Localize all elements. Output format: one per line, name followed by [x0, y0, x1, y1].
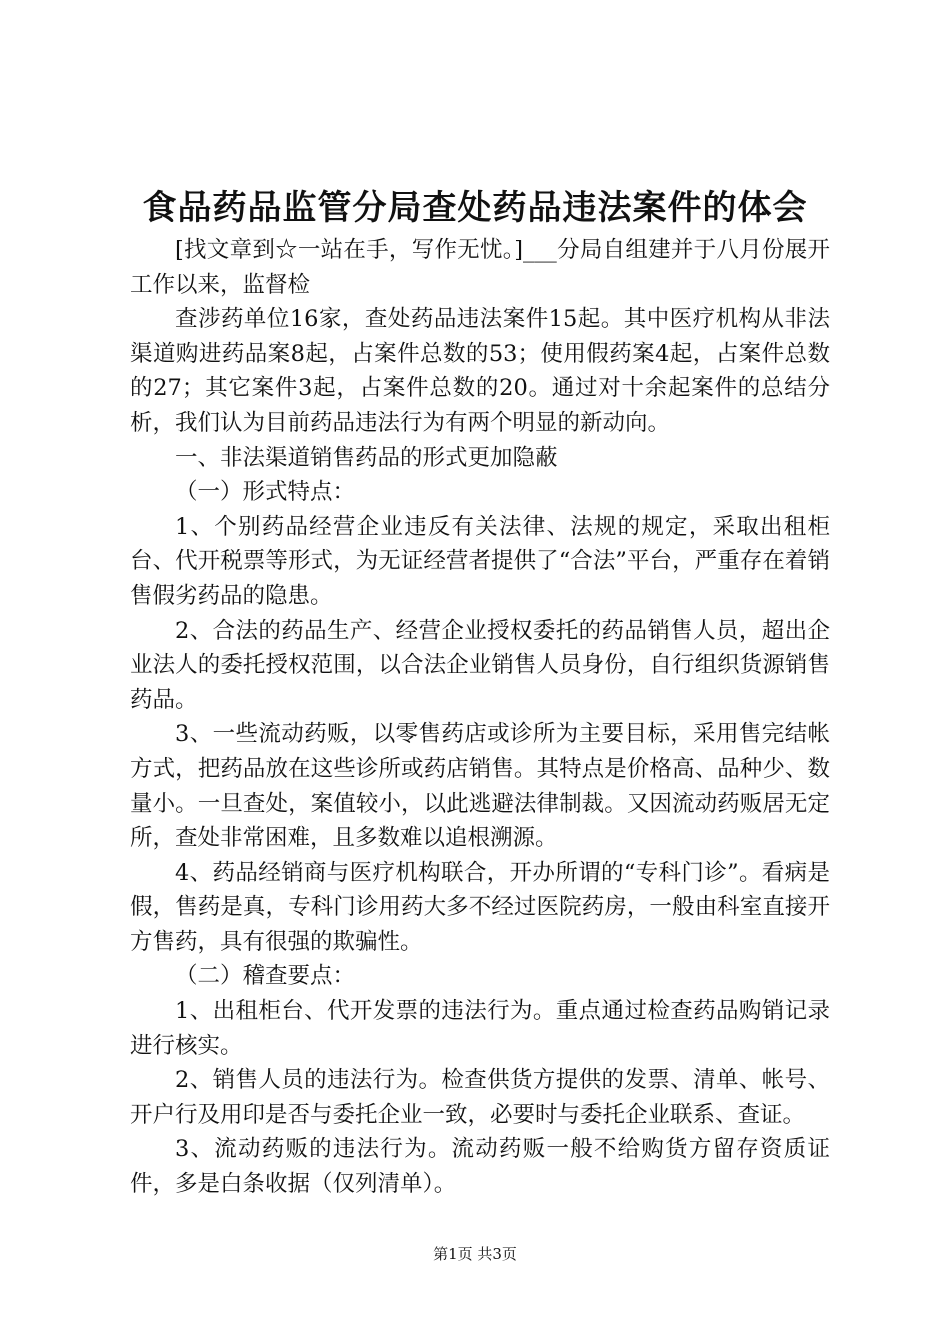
paragraph-item-1: 1、个别药品经营企业违反有关法律、法规的规定，采取出租柜台、代开税票等形式，为无证经营者提供了“合法”平台，严重存在着销售假劣药品的隐患。	[130, 513, 830, 609]
paragraph-item-2: 2、合法的药品生产、经营企业授权委托的药品销售人员，超出企业法人的委托授权范围，以合法企业销售人员身份，自行组织货源销售药品。	[130, 617, 830, 713]
subsection-heading-1: （一）形式特点：	[175, 479, 356, 506]
section-heading-1: 一、非法渠道销售药品的形式更加隐蔽	[175, 444, 558, 471]
document-body	[130, 233, 830, 1202]
paragraph-item-4: 4、药品经销商与医疗机构联合，开办所谓的“专科门诊”。看病是假，售药是真，专科门诊用药大多不经过医院药房，一般由科室直接开方售药，具有很强的欺骗性。	[130, 859, 830, 955]
paragraph-summary: 查涉药单位16家，查处药品违法案件15起。其中医疗机构从非法渠道购进药品案8起，占案件总数的53；使用假药案4起，占案件总数的27；其它案件3起，占案件总数的20。通过对十余起案件的总结分析，我们认为目前药品违法行为有两个明显的新动向。	[130, 306, 830, 436]
paragraph-check-2: 2、销售人员的违法行为。检查供货方提供的发票、清单、帐号、开户行及用印是否与委托企业一致，必要时与委托企业联系、查证。	[130, 1067, 830, 1128]
paragraph-check-1: 1、出租柜台、代开发票的违法行为。重点通过检查药品购销记录进行核实。	[130, 998, 830, 1059]
subsection-heading-2: （二）稽查要点：	[175, 963, 356, 990]
page-footer: 第1页 共3页	[433, 1245, 517, 1263]
paragraph-check-3: 3、流动药贩的违法行为。流动药贩一般不给购货方留存资质证件，多是白条收据（仅列清单）。	[130, 1136, 830, 1198]
paragraph-intro: [找文章到☆一站在手，写作无忧。]___分局自组建并于八月份展开工作以来，监督检	[130, 237, 830, 298]
document-title: 食品药品监管分局查处药品违法案件的体会	[142, 188, 808, 228]
paragraph-item-3: 3、一些流动药贩，以零售药店或诊所为主要目标，采用售完结帐方式，把药品放在这些诊所或药店销售。其特点是价格高、品种少、数量小。一旦查处，案值较小，以此逃避法律制裁。又因流动药贩居无定所，查处非常困难，且多数难以追根溯源。	[130, 721, 830, 852]
